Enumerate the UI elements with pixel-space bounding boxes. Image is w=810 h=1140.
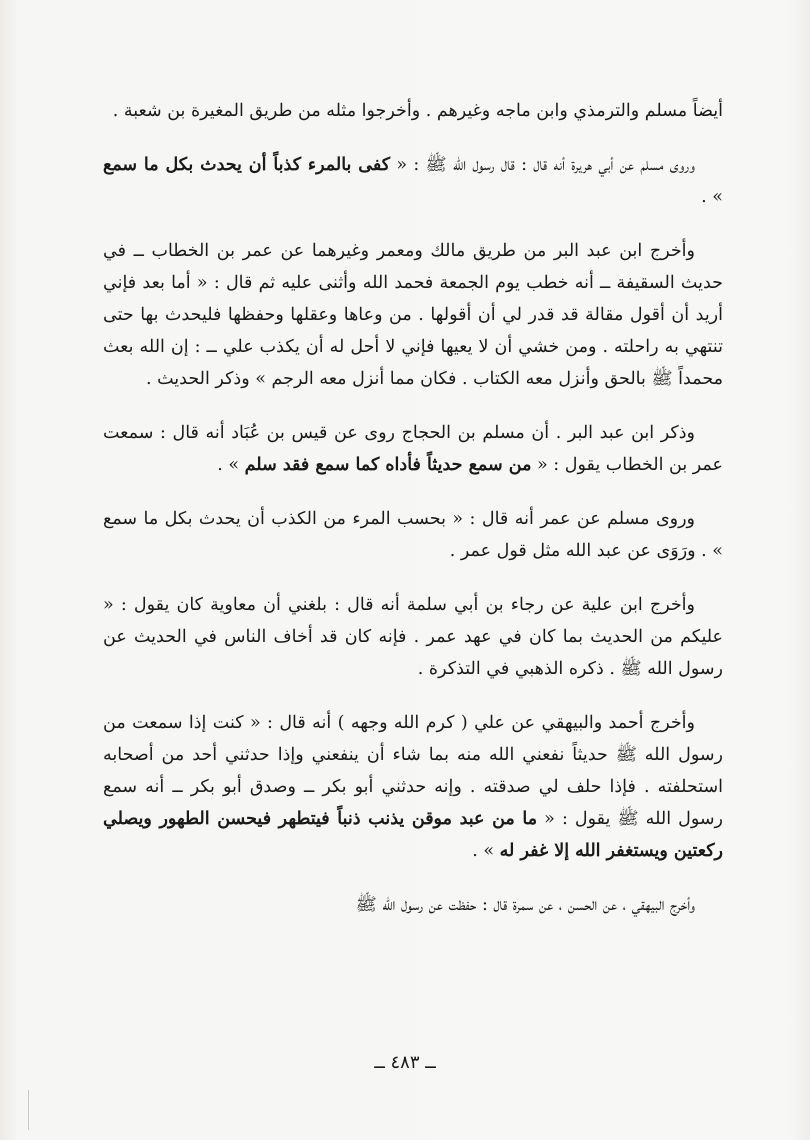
- paragraph-4-hadith-quote: من سمع حديثاً فأداه كما سمع فقد سلم: [244, 455, 532, 475]
- paragraph-1-text: أيضاً مسلم والترمذي وابن ماجه وغيرهم . وأخرجوا مثله من طريق المغيرة بن شعبة .: [112, 101, 723, 121]
- paragraph-2-intro: وروى مسلم عن أبي هريرة أنه قال : قال رسول الله ﷺ : «: [390, 155, 695, 175]
- paragraph-8: [103, 889, 723, 921]
- paragraph-4-intro: وذكر ابن عبد البر . أن مسلم بن الحجاج روى عن قيس بن عُبَاد أنه قال : سمعت عمر بن الخطاب يقول : «: [103, 423, 723, 475]
- page-number: ــ ٤٨٣ ــ: [374, 1052, 436, 1073]
- paragraph-7-hadith-quote: ما من عبد موقن يذنب ذنباً فيتطهر فيحسن الطهور ويصلي ركعتين ويستغفر الله إلا غفر له: [103, 809, 723, 861]
- paragraph-2-close: » .: [701, 187, 723, 207]
- paragraph-5-text: وروى مسلم عن عمر أنه قال : « بحسب المرء من الكذب أن يحدث بكل ما سمع » . ورَوَى عن عبد الله مثل قول عمر .: [103, 509, 723, 561]
- paragraph-2-hadith-quote: كفى بالمرء كذباً أن يحدث بكل ما سمع: [103, 155, 391, 175]
- page-body: [103, 95, 723, 943]
- paragraph-7: [103, 707, 723, 867]
- paragraph-5: [103, 503, 723, 567]
- paragraph-3-text: وأخرج ابن عبد البر من طريق مالك ومعمر وغيرهما عن عمر بن الخطاب ــ في حديث السقيفة ــ أنه خطب يوم الجمعة فحمد الله وأثنى عليه ثم قال : « أما بعد فإني أريد أن أقول مقالة قد قدر لي أن أقولها . من وعاها وعقلها وحفظها فليحدث بها حتى تنتهي به راحلته . ومن خشي أن لا يعيها فإني لا أحل له أن يكذب علي ــ : إن الله بعث محمداً ﷺ بالحق وأنزل معه الكتاب . فكان مما أنزل معه الرجم » وذكر الحديث .: [103, 241, 723, 389]
- paragraph-6: [103, 589, 723, 685]
- paragraph-6-text: وأخرج ابن علية عن رجاء بن أبي سلمة أنه قال : بلغني أن معاوية كان يقول : « عليكم من الحديث بما كان في عهد عمر . فإنه كان قد أخاف الناس في الحديث عن رسول الله ﷺ . ذكره الذهبي في التذكرة .: [103, 595, 723, 679]
- paragraph-4: [103, 417, 723, 481]
- paragraph-8-text: وأخرج البيهقي ، عن الحسن ، عن سمرة قال : حفظت عن رسول الله ﷺ: [355, 895, 695, 915]
- scan-edge-mark: [28, 1090, 29, 1130]
- paragraph-3: [103, 235, 723, 395]
- paragraph-1: [103, 95, 723, 127]
- paragraph-7-intro: وأخرج أحمد والبيهقي عن علي ( كرم الله وجهه ) أنه قال : « كنت إذا سمعت من رسول الله ﷺ حديثاً نفعني الله منه بما شاء أن ينفعني وإذا حدثني أحد من أصحابه استحلفته . فإذا حلف لي صدقته . وإنه حدثني أبو بكر ــ وصدق أبو بكر ــ أنه سمع رسول الله ﷺ يقول : «: [103, 713, 723, 829]
- paragraph-2: [103, 149, 723, 213]
- paragraph-4-close: » .: [217, 455, 245, 475]
- paragraph-7-close: » .: [472, 841, 500, 861]
